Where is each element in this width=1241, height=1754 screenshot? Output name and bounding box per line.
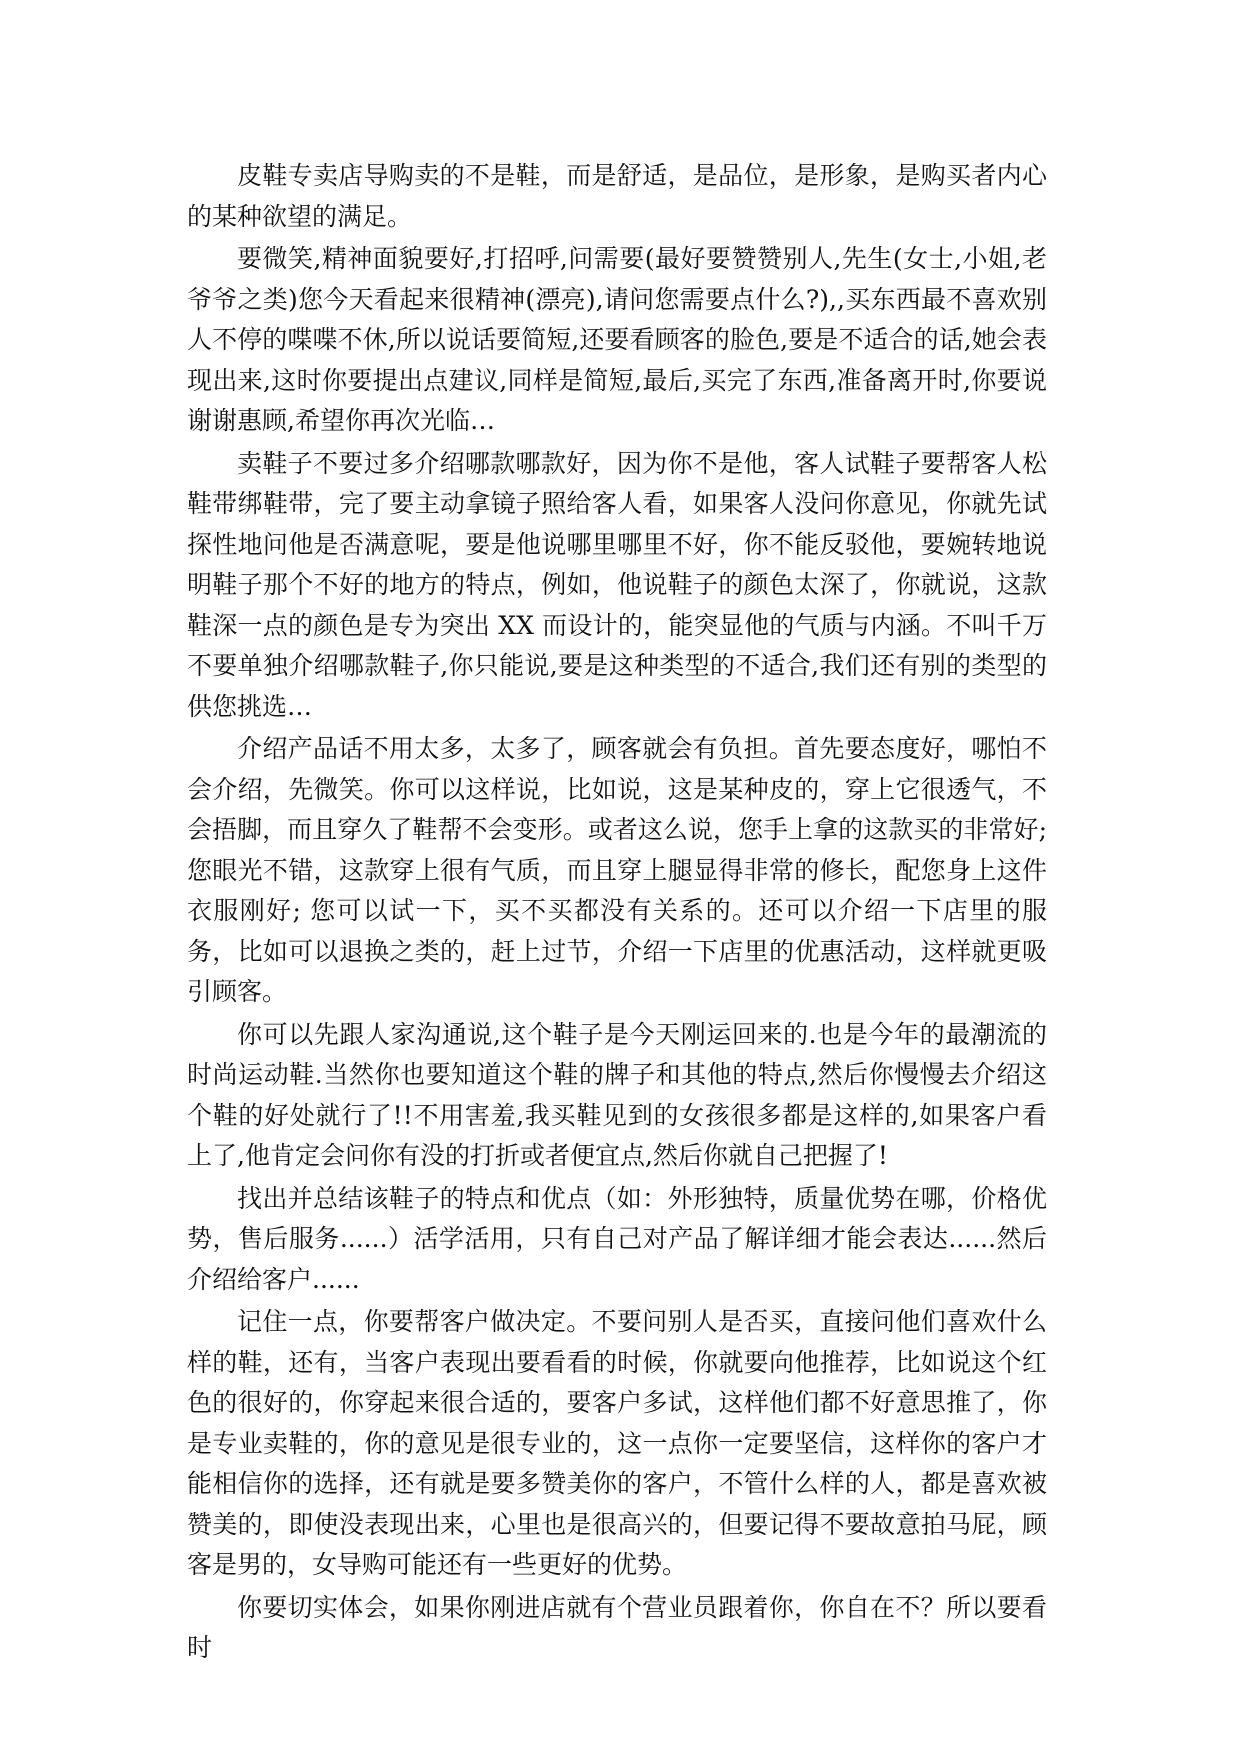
- paragraph: 要微笑,精神面貌要好,打招呼,问需要(最好要赞赞别人,先生(女士,小姐,老爷爷之类)您今天看起来很精神(漂亮),请问您需要点什么?),,买东西最不喜欢别人不停的喋喋不休,所以说话要简短,还要看顾客的脸色,要是不适合的话,她会表现出来,这时你要提出点建议,同样是简短,最后,买完了东西,准备离开时,你要说谢谢惠顾,希望你再次光临…: [187, 244, 1047, 435]
- paragraph: 卖鞋子不要过多介绍哪款哪款好，因为你不是他，客人试鞋子要帮客人松鞋带绑鞋带，完了要主动拿镜子照给客人看，如果客人没问你意见，你就先试探性地问他是否满意呢，要是他说哪里哪里不好，你不能反驳他，要婉转地说明鞋子那个不好的地方的特点，例如，他说鞋子的颜色太深了，你就说，这款鞋深一点的颜色是专为突出 XX 而设计的，能突显他的气质与内涵。不叫千万不要单独介绍哪款鞋子,你只能说,要是这种类型的不适合,我们还有别的类型的供您挑选…: [187, 448, 1047, 721]
- paragraph: 皮鞋专卖店导购卖的不是鞋，而是舒适，是品位，是形象，是购买者内心的某种欲望的满足。: [187, 161, 1047, 231]
- document-body: [187, 156, 1047, 1671]
- paragraph: 你可以先跟人家沟通说,这个鞋子是今天刚运回来的.也是今年的最潮流的时尚运动鞋.当然你也要知道这个鞋的牌子和其他的特点,然后你慢慢去介绍这个鞋的好处就行了!!不用害羞,我买鞋见到的女孩很多都是这样的,如果客户看上了,他肯定会问你有没的打折或者便宜点,然后你就自己把握了!: [187, 1019, 1047, 1170]
- paragraph: 你要切实体会，如果你刚进店就有个营业员跟着你，你自在不？所以要看时: [187, 1592, 1047, 1662]
- paragraph: 记住一点，你要帮客户做决定。不要问别人是否买，直接问他们喜欢什么样的鞋，还有，当客户表现出要看看的时候，你就要向他推荐，比如说这个红色的很好的，你穿起来很合适的，要客户多试，这样他们都不好意思推了，你是专业卖鞋的，你的意见是很专业的，这一点你一定要坚信，这样你的客户才能相信你的选择，还有就是要多赞美你的客户，不管什么样的人，都是喜欢被赞美的，即使没表现出来，心里也是很高兴的，但要记得不要故意拍马屁，顾客是男的，女导购可能还有一些更好的优势。: [187, 1307, 1047, 1579]
- paragraph: 找出并总结该鞋子的特点和优点（如：外形独特，质量优势在哪，价格优势，售后服务......）活学活用，只有自己对产品了解详细才能会表达......然后介绍给客户......: [187, 1183, 1047, 1294]
- paragraph: 介绍产品话不用太多，太多了，顾客就会有负担。首先要态度好，哪怕不会介绍，先微笑。你可以这样说，比如说，这是某种皮的，穿上它很透气，不会捂脚，而且穿久了鞋帮不会变形。或者这么说，您手上拿的这款买的非常好; 您眼光不错，这款穿上很有气质，而且穿上腿显得非常的修长，配您身上这件衣服刚好; 您可以试一下，买不买都没有关系的。还可以介绍一下店里的服务，比如可以退换之类的，赶上过节，介绍一下店里的优惠活动，这样就更吸引顾客。: [187, 734, 1047, 1006]
